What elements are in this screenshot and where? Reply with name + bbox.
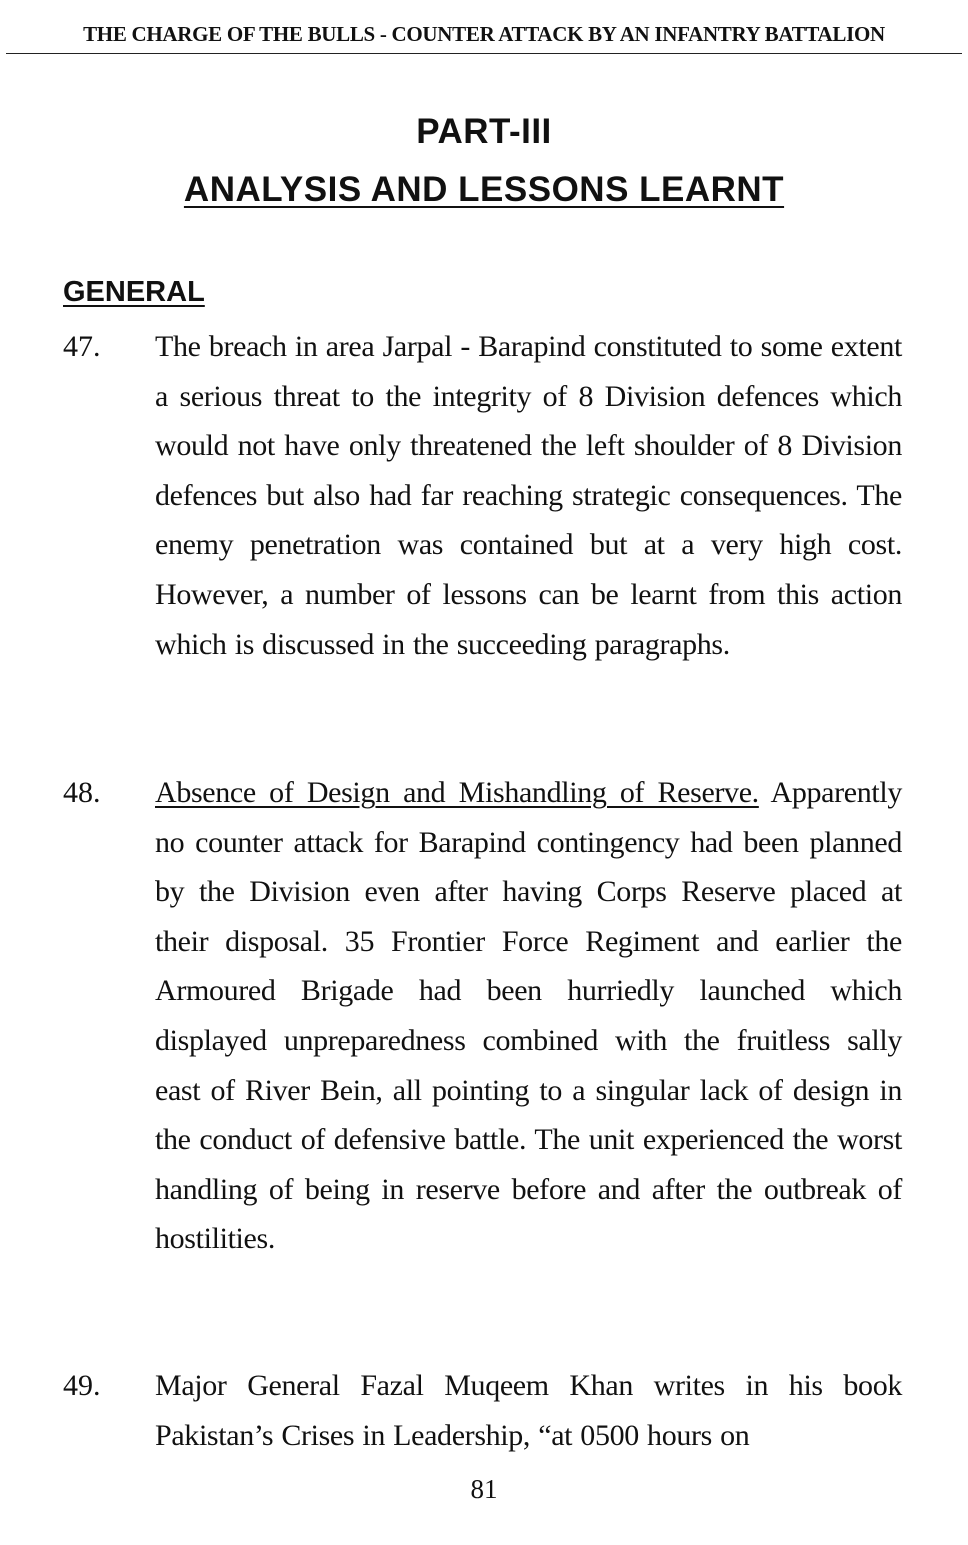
paragraph-heading: Absence of Design and Mishandling of Reserve. <box>155 776 759 809</box>
paragraph-number: 49. <box>63 1369 101 1402</box>
paragraph-number: 48. <box>63 776 101 809</box>
section-title <box>0 170 968 210</box>
part-title: PART-III <box>416 112 552 151</box>
paragraph-text <box>155 1361 902 1460</box>
paragraph-text <box>155 322 902 669</box>
paragraph-number: 47. <box>63 330 101 363</box>
paragraph-body: Major General Fazal Muqeem Khan writes in his book Pakistan’s Crises in Leadership, “at 0500 hours on <box>155 1369 902 1452</box>
section-title-text: ANALYSIS AND LESSONS LEARNT <box>183 170 785 209</box>
paragraph-body: Apparently no counter attack for Barapind contingency had been planned by the Division even after having Corps Reserve placed at their disposal. 35 Frontier Force Regiment and earlier the Armoured Brigade had been hurriedly launched which displayed unpreparedness combined with the fruitless sally east of River Bein, all pointing to a singular lack of design in the conduct of defensive battle. The unit experienced the worst handling of being in reserve before and after the outbreak of hostilities. <box>155 776 902 1256</box>
paragraph-body: The breach in area Jarpal - Barapind constituted to some extent a serious threat to the integrity of 8 Division defences which would not have only threatened the left shoulder of 8 Division defences but also had far reaching strategic consequences. The enemy penetration was contained but at a very high cost. However, a number of lessons can be learnt from this action which is discussed in the succeeding paragraphs. <box>155 330 902 661</box>
running-header: THE CHARGE OF THE BULLS - COUNTER ATTACK BY AN INFANTRY BATTALION <box>83 22 885 46</box>
header-rule <box>6 53 962 54</box>
subheading-general: GENERAL <box>63 276 205 308</box>
paragraph-text <box>155 768 902 1264</box>
page-number: 81 <box>470 1474 498 1504</box>
